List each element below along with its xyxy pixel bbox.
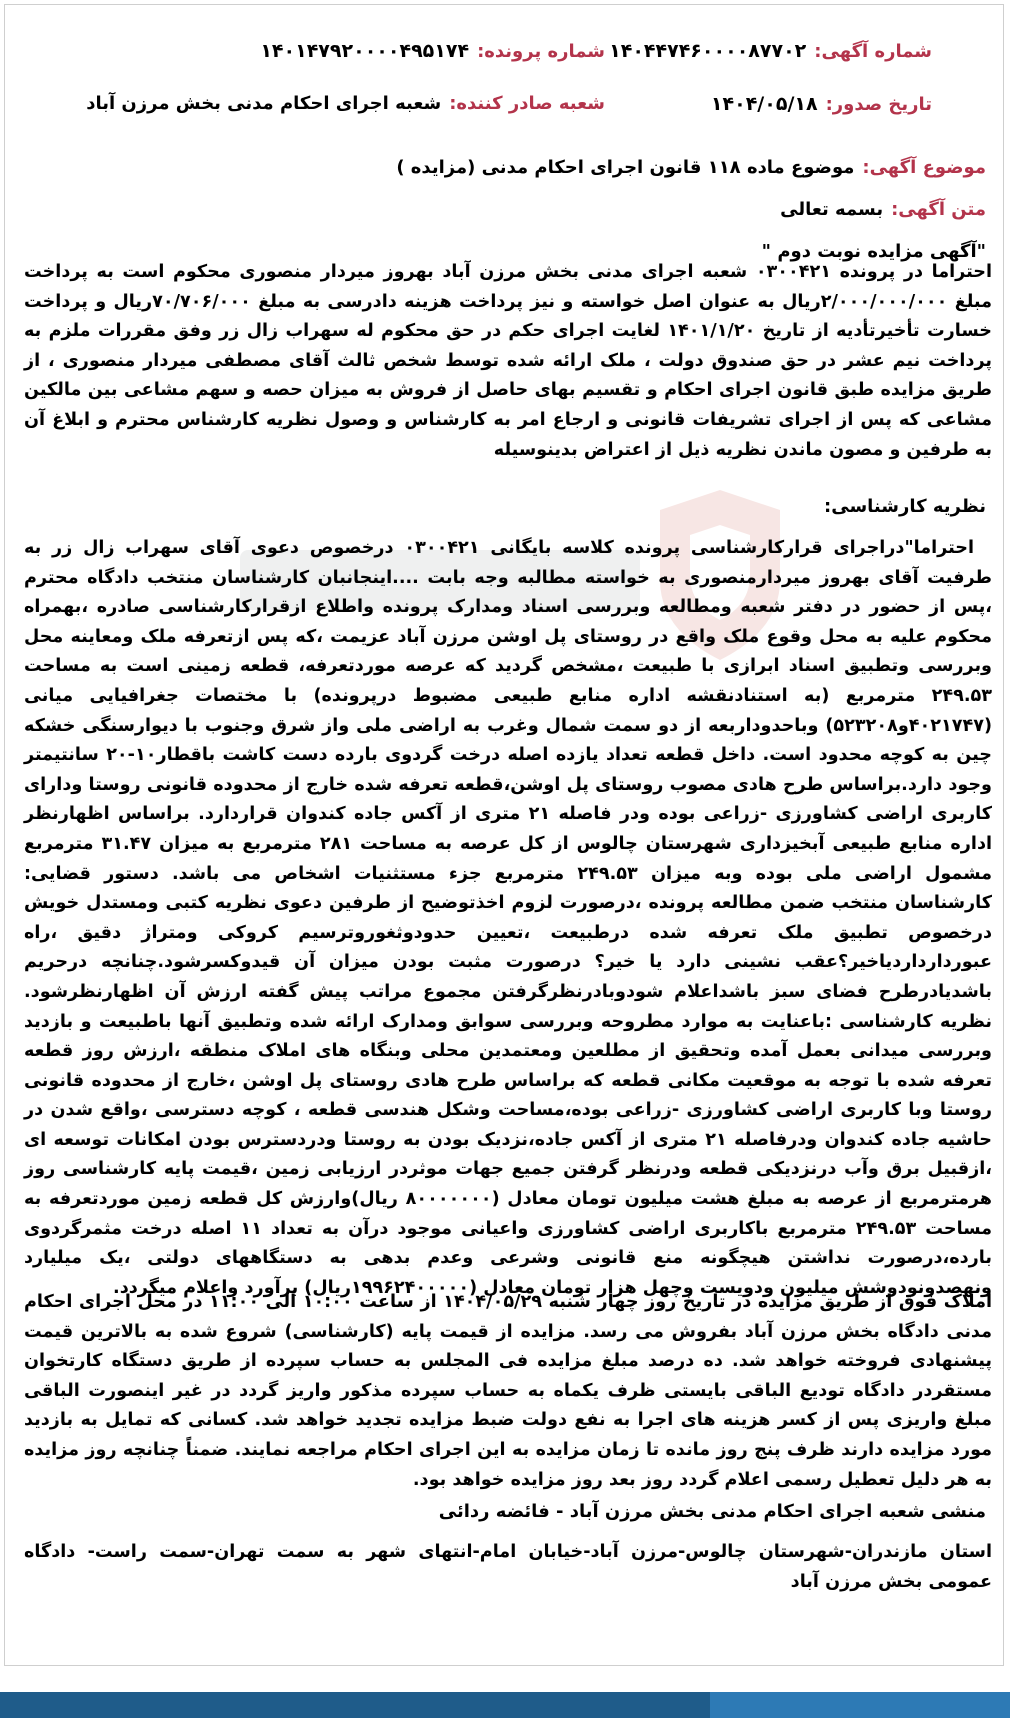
auction-title: "آگهی مزایده نوبت دوم ": [761, 241, 986, 262]
expert-heading: نظریه کارشناسی:: [824, 496, 986, 517]
paragraph-2: احتراما"دراجرای قرارکارشناسی پرونده کلاسه بایگانی ۰۳۰۰۴۲۱ درخصوص دعوی آقای سهراب زال زر به طرفیت آقای بهروز میردارمنصوری به خواسته مطالبه وجه بابت ....اینجانبان کارشناسان منتخب دادگاه محترم ،پس از حضور در دفتر شعبه ومطالعه وبررسی اسناد ومدارک پرونده واطلاع ازقرارکارشناسی صادره ،بهمراه محکوم علیه به محل وقوع ملک واقع در روستای پل اوشن مرزن آباد عزیمت ،که پس ازتعرفه ملک ومعاینه محل وبررسی وتطبیق اسناد ابرازی با طبیعت ،مشخص گردید که عرصه موردتعرفه، قطعه زمینی است به مساحت ۲۴۹.۵۳ مترمربع (به استنادنقشه اداره منابع طبیعی مضبوط درپرونده) با مختصات جغرافیایی میانی (۴۰۲۱۷۴۷و۵۲۳۲۰۸) وباحدوداربعه از دو سمت شمال وغرب به اراضی ملی واز شرق وجنوب با دیوارسنگی خشکه چین به کوچه محدود است. داخل قطعه تعداد یازده اصله درخت گردوی بارده دست کاشت باقطار۱۰-۲۰ سانتیمتر وجود دارد.براساس طرح هادی مصوب روستای پل اوشن،قطعه تعرفه شده خارج از محدوده قانونی روستا ودارای کاربری اراضی کشاورزی -زراعی بوده ودر فاصله ۲۱ متری از آکس جاده کندوان قراردارد. براساس اظهارنظر اداره منابع طبیعی آبخیزداری شهرستان چالوس از کل عرصه به مساحت ۲۸۱ مترمربع به میزان ۳۱.۴۷ مترمربع مشمول اراضی ملی بوده وبه میزان ۲۴۹.۵۳ مترمربع جزء مستثنیات اشخاص می باشد. دستور قضایی: کارشناسان منتخب ضمن مطالعه پرونده ،درصورت لزوم اخذتوضیح از طرفین دعوی نظریه کتبی ومستدل خویش درخصوص تطبیق ملک تعرفه شده درطبیعت ،تعیین حدودوثغوروترسیم کروکی ومتراژ دقیق ،راه عبوردارداردیاخیر؟عقب نشینی دارد یا خیر؟ درصورت مثبت بودن میزان آن قیدوکسرشود.چنانچه درحریم باشدیادرطرح فضای سبز باشداعلام شودوبادرنظرگرفتن مجموع مراتب پیش گفته ارزش آن اظهارنظرشود. نظریه کارشناسی :باعنایت به موارد مطروحه وبررسی سوابق ومدارک ارائه شده وتطبیق آنها باطبیعت و بازدید وبررسی میدانی بعمل آمده وتحقیق از مطلعین ومعتمدین محلی وبنگاه های املاک منطقه ،ارزش روز قطعه تعرفه شده با توجه به موقعیت مکانی قطعه که براساس طرح هادی روستای پل اوشن ،خارج از محدوده قانونی روستا وبا کاربری اراضی کشاورزی -زراعی بوده،مساحت وشکل هندسی قطعه ، کوچه دسترسی ،واقع شدن در حاشیه جاده کندوان ودرفاصله ۲۱ متری از آکس جاده،نزدیک بودن به روستا ودردسترس بودن امکانات توسعه ای ،ازقبیل برق وآب درنزدیکی قطعه ودرنظر گرفتن جمیع جهات موثردر ارزیابی زمین ،قیمت پایه کارشناسی روز هرمترمربع از عرصه به مبلغ هشت میلیون تومان معادل (۸۰۰۰۰۰۰۰ ریال)وارزش کل قطعه زمین موردتعرفه به مساحت ۲۴۹.۵۳ مترمربع باکاربری اراضی کشاورزی واعیانی موجود درآن به تعداد ۱۱ اصله درخت مثمرگردوی بارده،درصورت نداشتن هیچگونه منع قانونی وشرعی وعدم بدهی به دستگاههای دولتی ،یک میلیارد ونهصدونودوشش میلیون ودویست وچهل هزار تومان معادل (۱۹۹۶۲۴۰۰۰۰۰ریال) برآورد واعلام میگردد.: [24, 538, 993, 1298]
address-text: استان مازندران-شهرستان چالوس-مرزن آباد-خیابان امام-انتهای شهر به سمت تهران-سمت راست- دادگاه عمومی بخش مرزن آباد: [24, 1542, 992, 1592]
text-intro-value: بسمه تعالی: [780, 199, 884, 220]
bottom-bar-accent: [710, 1692, 1010, 1718]
ad-number-row: [609, 40, 932, 62]
bottom-bar: [0, 1692, 1010, 1718]
issuer-value: شعبه اجرای احکام مدنی بخش مرزن آباد: [86, 93, 442, 114]
file-number-label: شماره پرونده:: [477, 41, 605, 62]
text-label: متن آگهی:: [891, 199, 986, 220]
issuer-row: [86, 93, 605, 114]
paragraph-auction-terms: [24, 1288, 992, 1495]
ad-number-label: شماره آگهی:: [814, 41, 932, 62]
paragraph-3: املاک فوق از طریق مزایده در تاریخ روز چهار شنبه ۱۴۰۴/۰۵/۲۹ از ساعت ۱۰:۰۰ الی ۱۱:۰۰ در محل اجرای احکام مدنی دادگاه بخش مرزن آباد بفروش می رسد. مزایده از قیمت پایه (کارشناسی) شروع شده به بالاترین قیمت پیشنهادی فروخته خواهد شد. ده درصد مبلغ مزایده فی المجلس به حساب سپرده از طریق دستگاه کارتخوان مستقردر دادگاه تودیع الباقی بایستی ظرف یکماه به حساب سپرده مذکور واریز گردد در غیر اینصورت الباقی مبلغ واریزی پس از کسر هزینه های اجرا به نفع دولت ضبط مزایده تجدید خواهد شد. کسانی که تمایل به بازدید مورد مزایده دارند ظرف پنج روز مانده تا زمان مزایده به این اجرای احکام مراجعه نمایند. ضمناً چنانچه روز مزایده به هر دلیل تعطیل رسمی اعلام گردد روز بعد روز مزایده خواهد بود.: [24, 1292, 992, 1490]
issue-date-row: [711, 93, 932, 115]
subject-value: موضوع ماده ۱۱۸ قانون اجرای احکام مدنی (مزایده ): [396, 157, 855, 178]
issuer-label: شعبه صادر کننده:: [449, 93, 605, 114]
text-intro-row: [780, 199, 986, 220]
paragraph-1: احتراما در پرونده ۰۳۰۰۴۲۱ شعبه اجرای مدنی بخش مرزن آباد بهروز میردار منصوری محکوم است به پرداخت مبلغ ۲/۰۰۰/۰۰۰/۰۰۰ریال به عنوان اصل خواسته و نیز پرداخت هزینه دادرسی به مبلغ ۷۰/۷۰۶/۰۰۰ریال و پرداخت خسارت تأخیرتأدیه از تاریخ ۱۴۰۱/۱/۲۰ لغایت اجرای حکم در حق محکوم له سهراب زال زر وفق مقررات ملزم به پرداخت نیم عشر در حق صندوق دولت ، ملک ارائه شده توسط شخص ثالث آقای مصطفی میردار منصوری ، از طریق مزایده طبق قانون اجرای احکام و تقسیم بهای حاصل از فروش به میزان حصه و سهم مشاعی بین مالکین مشاعی که پس از اجرای تشریفات قانونی و ارجاع امر به کارشناس و وصول نظریه کارشناس محترم و ابلاغ آن به طرفین و مصون ماندن نظریه ذیل از اعتراض بدینوسیله: [24, 262, 993, 460]
subject-label: موضوع آگهی:: [862, 157, 986, 178]
issue-date-value: ۱۴۰۴/۰۵/۱۸: [710, 93, 818, 115]
paragraph-intro: [24, 258, 992, 465]
subject-row: [396, 157, 986, 178]
file-number-row: [260, 40, 605, 62]
issue-date-label: تاریخ صدور:: [825, 94, 932, 115]
file-number-value: ۱۴۰۱۴۷۹۲۰۰۰۰۴۹۵۱۷۴: [260, 40, 470, 62]
address-block: [24, 1538, 992, 1597]
signature-line: منشی شعبه اجرای احکام مدنی بخش مرزن آباد - فائضه ردائی: [438, 1501, 986, 1522]
ad-number-value: ۱۴۰۴۴۷۴۶۰۰۰۰۸۷۷۰۲: [609, 40, 807, 62]
paragraph-expert-opinion: [24, 534, 992, 1303]
